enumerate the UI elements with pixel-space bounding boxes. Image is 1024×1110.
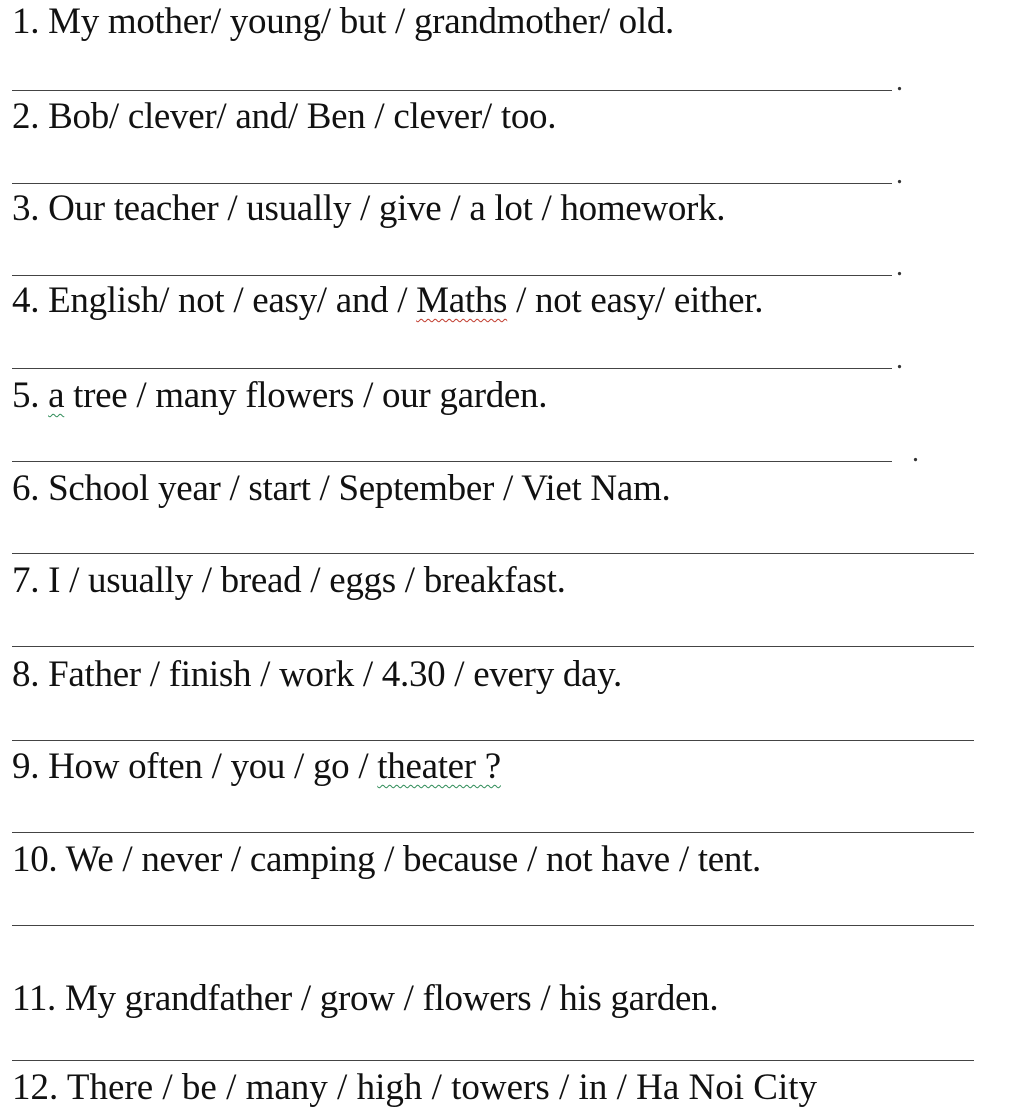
answer-line-11[interactable] <box>12 1060 974 1061</box>
exercise-item-7 <box>12 559 566 603</box>
item-text: Father / finish / work / 4.30 / every day. <box>48 654 622 695</box>
item-text-before: English/ not / easy/ and / <box>48 280 417 321</box>
grammar-marked-word: theater ? <box>377 746 501 787</box>
line-end-dot: . <box>896 66 903 97</box>
line-end-dot: . <box>912 437 919 468</box>
line-end-dot: . <box>896 344 903 375</box>
item-text: There / be / many / high / towers / in / Ha Noi City <box>66 1067 817 1108</box>
answer-line-7[interactable] <box>12 646 974 647</box>
item-text: Our teacher / usually / give / a lot / homework. <box>48 188 726 229</box>
answer-line-8[interactable] <box>12 740 974 741</box>
item-number: 9. <box>12 746 40 787</box>
item-number: 3. <box>12 188 40 229</box>
item-text: School year / start / September / Viet Nam. <box>48 468 671 509</box>
item-number: 5. <box>12 375 40 416</box>
item-number: 11. <box>12 978 56 1019</box>
item-text-after: tree / many flowers / our garden. <box>64 375 548 416</box>
item-number: 4. <box>12 280 40 321</box>
exercise-item-12 <box>12 1066 817 1110</box>
spellcheck-marked-word: Maths <box>416 280 508 321</box>
item-number: 6. <box>12 468 40 509</box>
exercise-item-1 <box>12 0 674 44</box>
answer-line-6[interactable] <box>12 553 974 554</box>
item-number: 8. <box>12 654 40 695</box>
item-text-after: / not easy/ either. <box>507 280 764 321</box>
answer-line-10[interactable] <box>12 925 974 926</box>
item-number: 1. <box>12 1 40 42</box>
grammar-marked-word: a <box>48 375 65 416</box>
item-text: I / usually / bread / eggs / breakfast. <box>48 560 566 601</box>
item-text: My mother/ young/ but / grandmother/ old. <box>48 1 674 42</box>
answer-line-3[interactable] <box>12 275 892 276</box>
item-text: My grandfather / grow / flowers / his garden. <box>64 978 719 1019</box>
answer-line-5[interactable] <box>12 461 892 462</box>
exercise-item-5 <box>12 374 547 418</box>
answer-line-9[interactable] <box>12 832 974 833</box>
item-text: We / never / camping / because / not have / tent. <box>65 839 762 880</box>
item-number: 2. <box>12 96 40 137</box>
exercise-item-3 <box>12 187 725 231</box>
exercise-item-4 <box>12 279 763 323</box>
line-end-dot: . <box>896 159 903 190</box>
exercise-item-10 <box>12 838 761 882</box>
item-number: 10. <box>12 839 58 880</box>
answer-line-1[interactable] <box>12 90 892 91</box>
exercise-item-6 <box>12 467 670 511</box>
exercise-item-11 <box>12 977 718 1021</box>
line-end-dot: . <box>896 251 903 282</box>
exercise-item-9 <box>12 745 501 789</box>
item-text: Bob/ clever/ and/ Ben / clever/ too. <box>48 96 557 137</box>
item-number: 12. <box>12 1067 59 1108</box>
answer-line-4[interactable] <box>12 368 892 369</box>
item-number: 7. <box>12 560 40 601</box>
item-text-before: How often / you / go / <box>48 746 378 787</box>
exercise-item-2 <box>12 95 556 139</box>
answer-line-2[interactable] <box>12 183 892 184</box>
exercise-item-8 <box>12 653 622 697</box>
